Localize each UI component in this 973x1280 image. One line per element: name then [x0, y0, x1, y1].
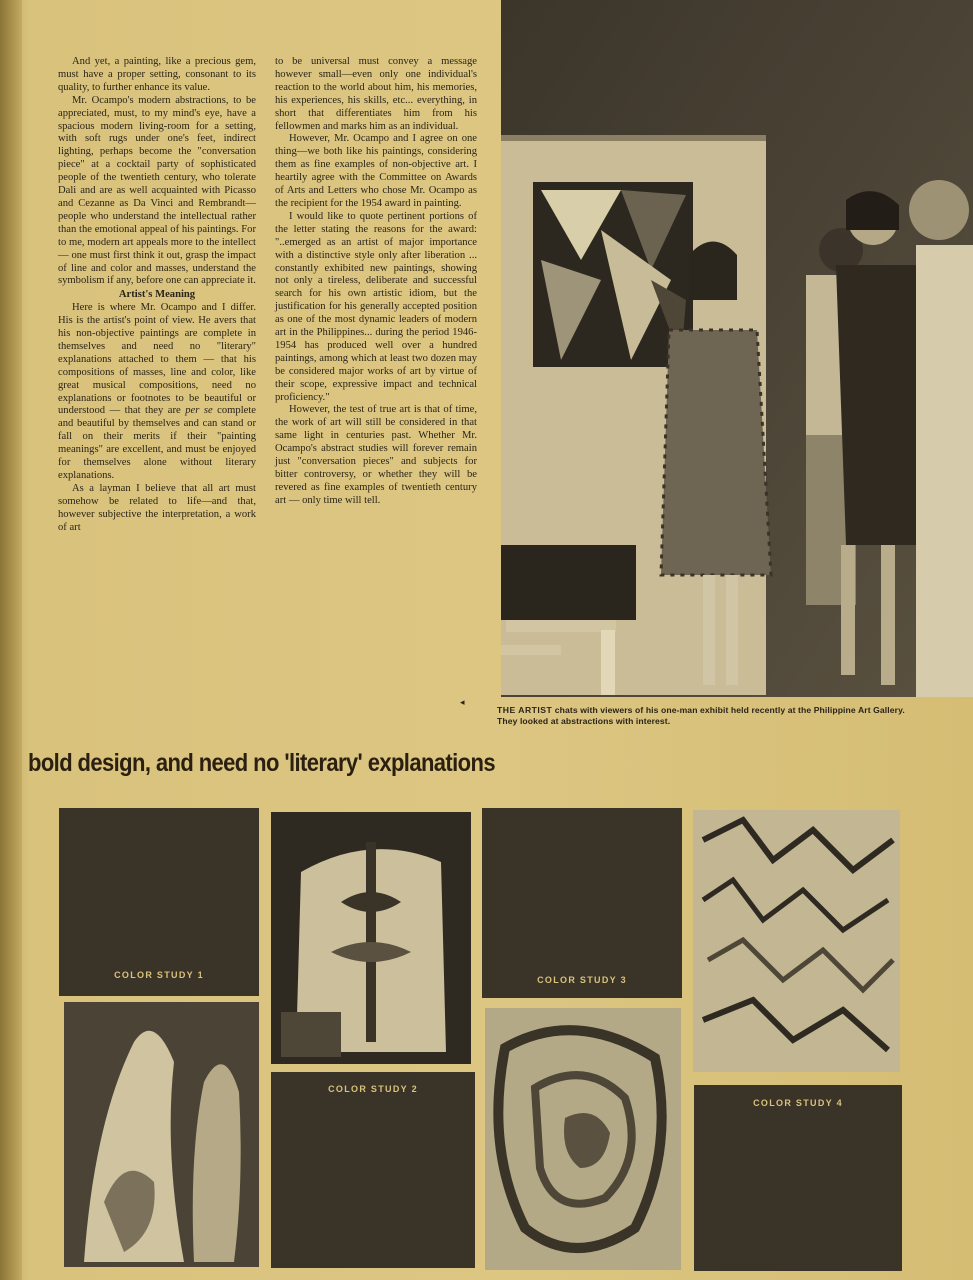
- jagged-painting-illustration: [693, 810, 900, 1072]
- italic-phrase: per se: [185, 405, 213, 417]
- paragraph: I would like to quote pertinent portions of the letter stating the reasons for the award: "..emerged as an artist of major importance with a distinctive style only after liberation ... constantly exhibited new paintings, showing not only a tireless, deliberate and successful search for his own artistic idiom, but the justification for his generally accepted position as one of the most dynamic leaders of modern art in the Philippines... during the period 1946-1954 has produced well over a hundred paintings, among which at least two dozen may be considered major works of art by virtue of their scope, expressive impact and technical proficiency.": [275, 210, 477, 403]
- caption-text: chats with viewers of his one-man exhibit held recently at the Philippine Art Gallery. They looked at abstractions with interest.: [497, 705, 905, 726]
- tile-label: COLOR STUDY 4: [753, 1098, 843, 1108]
- color-study-1-tile: [59, 808, 259, 996]
- abstract-painting-illustration: [64, 1002, 259, 1267]
- tile-label: COLOR STUDY 2: [328, 1084, 418, 1094]
- paragraph-text: Here is where Mr. Ocampo and I differ. His is the artist's point of view. He avers that his non-objective paintings are complete in themselves and need no "literary" explanations attached to them — that his compositions of masses, line and color, like great musical compositions, need no explanations or footnotes to be beautiful or understood — that they are: [58, 302, 256, 417]
- paragraph: As a layman I believe that all art must somehow be related to life—and that, however subjective the interpretation, a work of art: [58, 482, 256, 533]
- paragraph: to be universal must convey a message however small—even only one individual's reaction to the world about him, his memories, his experiences, his skills, etc... everything, in short that differentiates him from his fellowmen and marks him as an individual.: [275, 56, 477, 132]
- abstract-tree-tile: [271, 812, 471, 1064]
- paragraph-text: complete and beautiful by themselves and can stand or fall on their merits if their "painting meanings" are excellent, and must be enjoyed for themselves alone without literary explanations.: [58, 405, 256, 481]
- jagged-painting-tile: [693, 810, 900, 1072]
- article-column-1: [58, 56, 256, 535]
- abstract-tree-illustration: [271, 812, 471, 1064]
- swirl-painting-tile: [485, 1008, 681, 1270]
- artist-exhibit-photo: [501, 0, 973, 697]
- tile-label: COLOR STUDY 1: [114, 970, 204, 980]
- paragraph: And yet, a painting, like a precious gem, must have a proper setting, consonant to its quality, to further enhance its value.: [58, 56, 256, 93]
- paragraph: However, the test of true art is that of time, the work of art will still be considered in that same light in centuries past. Whether Mr. Ocampo's abstract studies will forever remain just "conversation pieces" and subjects for bitter controversy, or whether they will be revered as fine examples of twentieth century art — only time will tell.: [275, 404, 477, 506]
- section-headline: bold design, and need no 'literary' explanations: [28, 748, 495, 777]
- binding-spine: [0, 0, 22, 1280]
- paragraph: [58, 302, 256, 483]
- color-study-3-tile: [482, 808, 682, 998]
- tile-label: COLOR STUDY 3: [537, 975, 627, 985]
- paragraph: Mr. Ocampo's modern abstractions, to be appreciated, must, to my mind's eye, have a spacious modern living-room for a setting, with soft rugs under one's feet, indirect lighting, perhaps become the "conversation piece" at a cocktail party of sophisticated people of the twentieth century, who tolerate Dali and are as well acquainted with Picasso and Cezanne as Da Vinci and Rembrandt—people who understand the intellectual rather than the emotional appeal of his paintings. For to me, modern art appeals more to the intellect — one must first think it out, grasp the impact of line and color and masses, understand the symbolism if any, before one can appreciate it.: [58, 94, 256, 287]
- photo-caption: [497, 705, 917, 727]
- photo-illustration: [501, 0, 973, 697]
- article-column-2: [275, 56, 477, 508]
- abstract-painting-tile: [64, 1002, 259, 1267]
- paragraph: However, Mr. Ocampo and I agree on one thing—we both like his paintings, considering them as fine examples of non-objective art. I heartily agree with the Committee on Awards of Arts and Letters who chose Mr. Ocampo as the recipient for the 1954 award in painting.: [275, 133, 477, 209]
- caption-lead: THE ARTIST: [497, 705, 553, 715]
- end-mark: ◂: [460, 697, 465, 707]
- swirl-painting-illustration: [485, 1008, 681, 1270]
- color-study-2-tile: [271, 1072, 475, 1268]
- color-study-4-tile: [694, 1085, 902, 1271]
- subhead-artists-meaning: Artist's Meaning: [118, 289, 196, 301]
